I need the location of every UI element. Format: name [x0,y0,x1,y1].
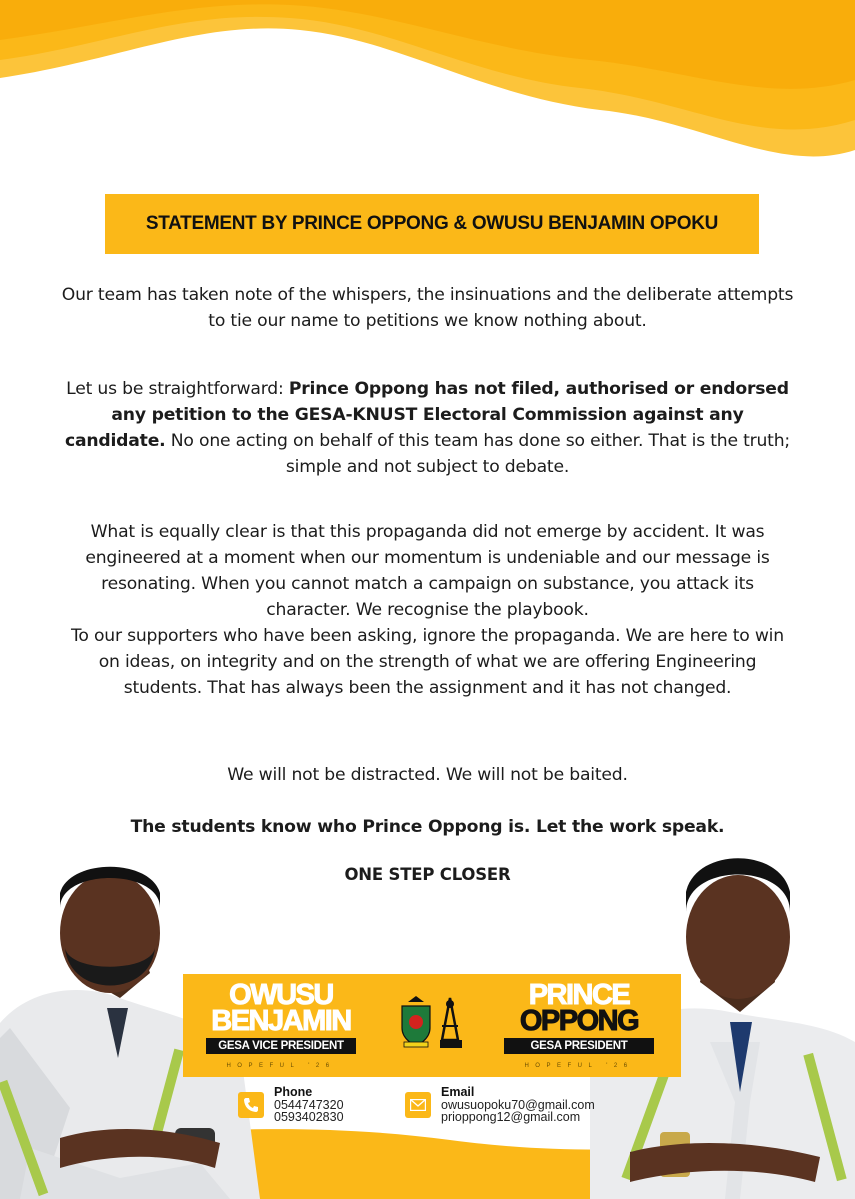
phone-icon [238,1092,264,1118]
paragraph-3 [60,519,795,701]
email-label: Email [441,1085,475,1099]
paragraph-2-lead: Let us be straightforward: [66,379,289,399]
candidate-left-block [201,979,361,1054]
paragraph-1: Our team has taken note of the whispers, the insinuations and the deliberate attempts to tie our name to petitions we know nothing about. [61,285,794,331]
paragraph-3b: To our supporters who have been asking, ignore the propaganda. We are here to win on ideas, on integrity and on the strength of what we are offering Engineering students. That has always been the assignment and it has not changed. [71,626,784,698]
paragraph-4: We will not be distracted. We will not be baited. [227,765,628,785]
paragraph-2 [60,376,795,480]
statement-title: STATEMENT BY PRINCE OPPONG & OWUSU BENJAMIN OPOKU [145,213,719,234]
title-banner [105,194,759,254]
candidate-left-role: GESA VICE PRESIDENT [206,1038,356,1054]
paragraph-2-bold: Prince Oppong has not filed, authorised or endorsed any petition to the GESA-KNUST Electoral Commission against any candidate. [64,379,789,451]
mail-icon [405,1092,431,1118]
knust-crest-icon [402,996,430,1047]
phone-number-2[interactable]: 0593402830 [274,1110,344,1124]
candidate-right-last-name: OPPONG [519,1005,639,1037]
email-address-1[interactable]: owusuopoku70@gmail.com [441,1098,595,1112]
paragraph-2-tail: No one acting on behalf of this team has done so either. That is the truth; simple and not subject to debate. [165,431,791,477]
phone-number-1[interactable]: 0544747320 [274,1098,344,1112]
phone-label: Phone [274,1085,313,1099]
engineering-crest-icon [440,998,462,1048]
top-wave-decoration [0,0,855,175]
candidate-right-first-name: PRINCE [528,979,630,1011]
email-contact [405,1086,595,1123]
candidate-left-last-name: BENJAMIN [211,1005,351,1037]
slogan: ONE STEP CLOSER [344,865,511,884]
email-address-2[interactable]: prioppong12@gmail.com [441,1110,581,1124]
phone-contact [238,1086,344,1123]
candidates-banner [183,974,681,1077]
candidate-right-role: GESA PRESIDENT [504,1038,654,1054]
candidate-left-hopeful: HOPEFUL '26 [226,1063,336,1069]
paragraph-3a: What is equally clear is that this propaganda did not emerge by accident. It was engineered at a moment when our momentum is undeniable and our message is resonating. When you cannot match a campaign on substance, you attack its character. We recognise the playbook. [85,522,770,620]
candidate-left-first-name: OWUSU [229,979,333,1011]
paragraph-5: The students know who Prince Oppong is. Let the work speak. [130,817,725,837]
crests [398,996,470,1050]
candidate-right-block [499,979,659,1054]
candidate-right-hopeful: HOPEFUL '26 [524,1063,634,1069]
